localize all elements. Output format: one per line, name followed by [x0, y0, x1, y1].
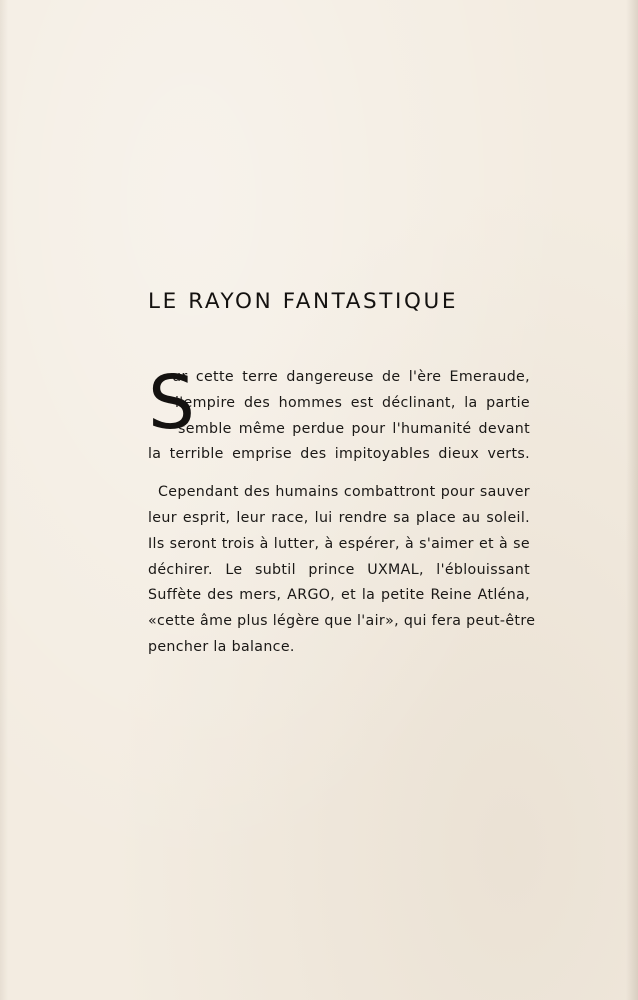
text-line: ur cette terre dangereuse de l'ère Emeraude,	[172, 369, 530, 385]
page-edge-shadow-left	[0, 0, 8, 1000]
text-line: l'empire des hommes est déclinant, la partie	[175, 394, 530, 411]
blurb-paragraph-2	[148, 480, 536, 661]
text-line: pencher la balance.	[148, 638, 295, 655]
text-line: Cependant des humains combattront pour sauver	[158, 484, 530, 501]
text-line: Ils seront trois à lutter, à espérer, à s'aimer et à se	[148, 535, 530, 552]
blurb-paragraph-1	[148, 360, 530, 468]
text-line: «cette âme plus légère que l'air», qui fera peut-être	[148, 613, 536, 630]
text-line: déchirer. Le subtil prince UXMAL, l'éblouissant	[148, 561, 530, 578]
text-line: la terrible emprise des impitoyables dieux verts.	[148, 446, 530, 463]
series-title: LE RAYON FANTASTIQUE	[148, 289, 459, 314]
text-line: leur esprit, leur race, lui rendre sa place au soleil.	[148, 509, 530, 526]
text-line: Suffète des mers, ARGO, et la petite Reine Atléna,	[148, 587, 530, 604]
drop-cap-letter: S	[148, 360, 196, 446]
blurb-text	[148, 360, 536, 661]
text-line: semble même perdue pour l'humanité devant	[178, 420, 530, 437]
page-edge-shadow-right	[626, 0, 638, 1000]
